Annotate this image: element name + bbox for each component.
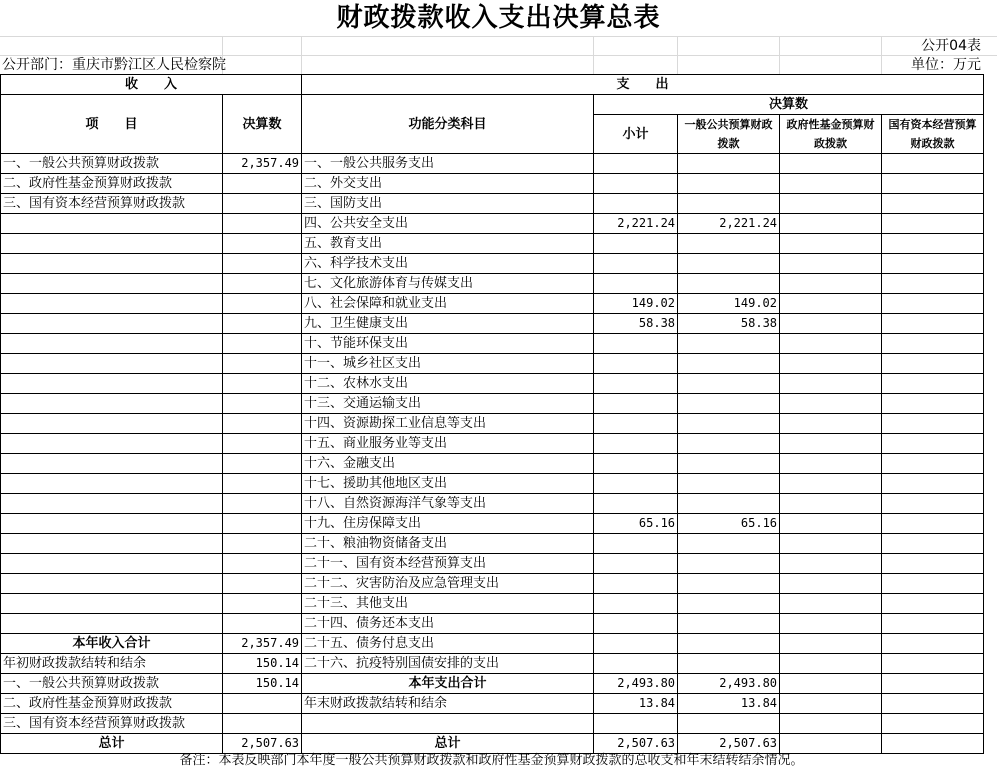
expense-gov-fund <box>780 274 882 294</box>
expense-gov-fund <box>780 494 882 514</box>
expense-item: 一、一般公共服务支出 <box>302 154 594 174</box>
expense-general-budget: 13.84 <box>678 694 780 714</box>
department-label: 公开部门：重庆市黔江区人民检察院 <box>2 57 226 73</box>
expense-subtotal <box>594 234 678 254</box>
expense-item <box>302 714 594 734</box>
expense-gov-fund <box>780 194 882 214</box>
expense-item: 五、教育支出 <box>302 234 594 254</box>
expense-state-capital <box>882 374 984 394</box>
income-amount: 150.14 <box>223 674 302 694</box>
expense-item: 十四、资源勘探工业信息等支出 <box>302 414 594 434</box>
income-item <box>1 474 223 494</box>
expense-subtotal <box>594 714 678 734</box>
expense-general-budget <box>678 194 780 214</box>
expense-state-capital <box>882 434 984 454</box>
expense-gov-fund <box>780 414 882 434</box>
income-item <box>1 294 223 314</box>
table-row <box>1 494 984 514</box>
income-amount <box>223 294 302 314</box>
income-amount <box>223 374 302 394</box>
expense-item: 二十二、灾害防治及应急管理支出 <box>302 574 594 594</box>
expense-gov-fund <box>780 154 882 174</box>
income-amount <box>223 614 302 634</box>
expense-item: 六、科学技术支出 <box>302 254 594 274</box>
expense-state-capital <box>882 194 984 214</box>
expense-state-capital <box>882 354 984 374</box>
expense-gov-fund <box>780 554 882 574</box>
expense-item: 二十四、债务还本支出 <box>302 614 594 634</box>
table-row <box>1 734 984 754</box>
income-amount <box>223 594 302 614</box>
table-row <box>1 514 984 534</box>
income-item <box>1 454 223 474</box>
expense-state-capital <box>882 254 984 274</box>
expense-gov-fund <box>780 314 882 334</box>
expense-gov-fund <box>780 394 882 414</box>
table-row <box>1 654 984 674</box>
expense-item: 三、国防支出 <box>302 194 594 214</box>
income-amount <box>223 554 302 574</box>
expense-item: 十八、自然资源海洋气象等支出 <box>302 494 594 514</box>
expense-subtotal <box>594 154 678 174</box>
expense-general-budget <box>678 174 780 194</box>
expense-state-capital <box>882 234 984 254</box>
income-item: 一、一般公共预算财政拨款 <box>1 674 223 694</box>
income-amount <box>223 334 302 354</box>
expense-subtotal <box>594 474 678 494</box>
income-amount: 2,357.49 <box>223 154 302 174</box>
table-row <box>1 694 984 714</box>
income-item <box>1 534 223 554</box>
table-row <box>1 314 984 334</box>
expense-item: 二十一、国有资本经营预算支出 <box>302 554 594 574</box>
table-row <box>1 374 984 394</box>
income-amount <box>223 434 302 454</box>
table-row <box>1 414 984 434</box>
expense-subtotal <box>594 394 678 414</box>
expense-subtotal <box>594 174 678 194</box>
expense-item: 七、文化旅游体育与传媒支出 <box>302 274 594 294</box>
expense-state-capital <box>882 594 984 614</box>
expense-subtotal <box>594 454 678 474</box>
table-row <box>1 254 984 274</box>
expense-general-budget <box>678 654 780 674</box>
expense-general-budget <box>678 334 780 354</box>
final-amount-header: 决算数 <box>594 95 984 115</box>
table-row <box>1 354 984 374</box>
expense-gov-fund <box>780 474 882 494</box>
income-amount <box>223 414 302 434</box>
expense-state-capital <box>882 554 984 574</box>
amount-header: 决算数 <box>223 95 302 154</box>
income-item: 三、国有资本经营预算财政拨款 <box>1 714 223 734</box>
table-row <box>1 274 984 294</box>
expense-subtotal <box>594 614 678 634</box>
expense-item: 四、公共安全支出 <box>302 214 594 234</box>
expense-general-budget <box>678 594 780 614</box>
expense-subtotal <box>594 194 678 214</box>
expense-general-budget <box>678 554 780 574</box>
expense-subtotal: 2,507.63 <box>594 734 678 754</box>
table-row <box>1 574 984 594</box>
expense-gov-fund <box>780 634 882 654</box>
report-table <box>0 74 984 754</box>
income-item <box>1 274 223 294</box>
income-item <box>1 334 223 354</box>
expense-state-capital <box>882 574 984 594</box>
income-item: 一、一般公共预算财政拨款 <box>1 154 223 174</box>
expense-gov-fund <box>780 734 882 754</box>
income-item <box>1 614 223 634</box>
income-amount: 150.14 <box>223 654 302 674</box>
income-item <box>1 594 223 614</box>
expense-general-budget <box>678 274 780 294</box>
income-item <box>1 554 223 574</box>
expense-item: 二、外交支出 <box>302 174 594 194</box>
income-item: 二、政府性基金预算财政拨款 <box>1 694 223 714</box>
income-amount: 2,357.49 <box>223 634 302 654</box>
expense-state-capital <box>882 214 984 234</box>
expense-gov-fund <box>780 174 882 194</box>
expense-item: 二十六、抗疫特别国债安排的支出 <box>302 654 594 674</box>
expense-state-capital <box>882 334 984 354</box>
income-item: 总计 <box>1 734 223 754</box>
table-row <box>1 454 984 474</box>
expense-state-capital <box>882 654 984 674</box>
expense-general-budget <box>678 714 780 734</box>
expense-gov-fund <box>780 374 882 394</box>
expense-header: 支 出 <box>302 75 984 95</box>
expense-item: 本年支出合计 <box>302 674 594 694</box>
expense-general-budget: 149.02 <box>678 294 780 314</box>
expense-general-budget <box>678 634 780 654</box>
expense-general-budget <box>678 374 780 394</box>
expense-subtotal <box>594 254 678 274</box>
income-item <box>1 434 223 454</box>
income-amount <box>223 494 302 514</box>
income-amount <box>223 254 302 274</box>
income-amount <box>223 714 302 734</box>
income-item <box>1 394 223 414</box>
unit-label: 单位：万元 <box>911 57 981 73</box>
expense-subtotal <box>594 274 678 294</box>
expense-subtotal: 13.84 <box>594 694 678 714</box>
expense-general-budget <box>678 614 780 634</box>
expense-state-capital <box>882 514 984 534</box>
expense-subtotal: 149.02 <box>594 294 678 314</box>
expense-gov-fund <box>780 334 882 354</box>
expense-subtotal <box>594 634 678 654</box>
expense-gov-fund <box>780 454 882 474</box>
income-item <box>1 254 223 274</box>
func-subject-header: 功能分类科目 <box>302 95 594 154</box>
expense-subtotal: 58.38 <box>594 314 678 334</box>
form-number: 公开04表 <box>921 38 981 54</box>
table-row <box>1 294 984 314</box>
table-row <box>1 714 984 734</box>
report-title: 财政拨款收入支出决算总表 <box>336 3 661 33</box>
expense-general-budget <box>678 414 780 434</box>
income-item <box>1 574 223 594</box>
income-item <box>1 354 223 374</box>
table-row <box>1 534 984 554</box>
footnote: 备注：本表反映部门本年度一般公共预算财政拨款和政府性基金预算财政拨款的总收支和年末结转结余情况。 <box>179 753 804 768</box>
expense-general-budget <box>678 394 780 414</box>
table-row <box>1 214 984 234</box>
state-capital-header: 国有资本经营预算财政拨款 <box>882 115 984 154</box>
income-amount <box>223 174 302 194</box>
expense-general-budget <box>678 454 780 474</box>
income-item <box>1 234 223 254</box>
income-amount <box>223 514 302 534</box>
expense-general-budget: 2,507.63 <box>678 734 780 754</box>
expense-gov-fund <box>780 614 882 634</box>
expense-subtotal <box>594 434 678 454</box>
income-header: 收 入 <box>1 75 302 95</box>
expense-item: 十五、商业服务业等支出 <box>302 434 594 454</box>
expense-subtotal <box>594 354 678 374</box>
subtotal-header: 小计 <box>594 115 678 154</box>
expense-state-capital <box>882 494 984 514</box>
expense-item: 年末财政拨款结转和结余 <box>302 694 594 714</box>
expense-item: 十七、援助其他地区支出 <box>302 474 594 494</box>
expense-subtotal <box>594 574 678 594</box>
income-amount: 2,507.63 <box>223 734 302 754</box>
income-amount <box>223 214 302 234</box>
table-row <box>1 594 984 614</box>
expense-general-budget <box>678 234 780 254</box>
income-amount <box>223 354 302 374</box>
table-row <box>1 674 984 694</box>
expense-gov-fund <box>780 574 882 594</box>
income-amount <box>223 534 302 554</box>
income-item <box>1 214 223 234</box>
income-amount <box>223 274 302 294</box>
expense-general-budget <box>678 434 780 454</box>
income-item <box>1 314 223 334</box>
expense-item: 九、卫生健康支出 <box>302 314 594 334</box>
expense-general-budget: 58.38 <box>678 314 780 334</box>
expense-item: 八、社会保障和就业支出 <box>302 294 594 314</box>
expense-gov-fund <box>780 654 882 674</box>
expense-state-capital <box>882 674 984 694</box>
income-amount <box>223 194 302 214</box>
expense-gov-fund <box>780 594 882 614</box>
expense-gov-fund <box>780 254 882 274</box>
expense-item: 二十、粮油物资储备支出 <box>302 534 594 554</box>
expense-gov-fund <box>780 354 882 374</box>
table-row <box>1 634 984 654</box>
expense-general-budget: 2,493.80 <box>678 674 780 694</box>
expense-item: 十九、住房保障支出 <box>302 514 594 534</box>
income-item: 三、国有资本经营预算财政拨款 <box>1 194 223 214</box>
expense-state-capital <box>882 614 984 634</box>
table-row <box>1 474 984 494</box>
expense-gov-fund <box>780 534 882 554</box>
expense-item: 二十五、债务付息支出 <box>302 634 594 654</box>
expense-subtotal <box>594 534 678 554</box>
income-item <box>1 374 223 394</box>
item-header: 项 目 <box>1 95 223 154</box>
expense-subtotal <box>594 374 678 394</box>
expense-state-capital <box>882 274 984 294</box>
expense-gov-fund <box>780 434 882 454</box>
expense-general-budget <box>678 154 780 174</box>
income-amount <box>223 574 302 594</box>
expense-state-capital <box>882 534 984 554</box>
expense-state-capital <box>882 734 984 754</box>
expense-general-budget <box>678 354 780 374</box>
table-row <box>1 334 984 354</box>
expense-subtotal <box>594 654 678 674</box>
expense-subtotal: 2,493.80 <box>594 674 678 694</box>
income-amount <box>223 694 302 714</box>
table-row <box>1 174 984 194</box>
expense-general-budget <box>678 254 780 274</box>
expense-state-capital <box>882 394 984 414</box>
expense-state-capital <box>882 634 984 654</box>
expense-state-capital <box>882 714 984 734</box>
income-item <box>1 514 223 534</box>
table-row <box>1 154 984 174</box>
income-item <box>1 414 223 434</box>
expense-gov-fund <box>780 674 882 694</box>
table-row <box>1 614 984 634</box>
expense-item: 十、节能环保支出 <box>302 334 594 354</box>
expense-state-capital <box>882 314 984 334</box>
income-item <box>1 494 223 514</box>
general-budget-header: 一般公共预算财政拨款 <box>678 115 780 154</box>
expense-gov-fund <box>780 714 882 734</box>
expense-item: 十二、农林水支出 <box>302 374 594 394</box>
expense-gov-fund <box>780 514 882 534</box>
expense-state-capital <box>882 174 984 194</box>
expense-general-budget <box>678 534 780 554</box>
expense-gov-fund <box>780 694 882 714</box>
table-row <box>1 434 984 454</box>
expense-item: 十三、交通运输支出 <box>302 394 594 414</box>
expense-item: 二十三、其他支出 <box>302 594 594 614</box>
expense-gov-fund <box>780 234 882 254</box>
income-item: 本年收入合计 <box>1 634 223 654</box>
income-amount <box>223 474 302 494</box>
expense-general-budget <box>678 494 780 514</box>
income-amount <box>223 314 302 334</box>
expense-state-capital <box>882 294 984 314</box>
expense-state-capital <box>882 454 984 474</box>
expense-subtotal <box>594 334 678 354</box>
expense-gov-fund <box>780 214 882 234</box>
expense-subtotal: 65.16 <box>594 514 678 534</box>
expense-general-budget: 65.16 <box>678 514 780 534</box>
expense-subtotal <box>594 414 678 434</box>
expense-item: 十六、金融支出 <box>302 454 594 474</box>
expense-item: 十一、城乡社区支出 <box>302 354 594 374</box>
income-amount <box>223 454 302 474</box>
expense-item: 总计 <box>302 734 594 754</box>
expense-subtotal <box>594 554 678 574</box>
expense-state-capital <box>882 414 984 434</box>
expense-gov-fund <box>780 294 882 314</box>
expense-subtotal <box>594 594 678 614</box>
expense-subtotal: 2,221.24 <box>594 214 678 234</box>
expense-general-budget <box>678 574 780 594</box>
expense-state-capital <box>882 154 984 174</box>
expense-subtotal <box>594 494 678 514</box>
table-row <box>1 394 984 414</box>
expense-general-budget: 2,221.24 <box>678 214 780 234</box>
income-amount <box>223 394 302 414</box>
income-item: 年初财政拨款结转和结余 <box>1 654 223 674</box>
expense-general-budget <box>678 474 780 494</box>
table-row <box>1 194 984 214</box>
table-row <box>1 554 984 574</box>
table-row <box>1 234 984 254</box>
income-item: 二、政府性基金预算财政拨款 <box>1 174 223 194</box>
income-amount <box>223 234 302 254</box>
expense-state-capital <box>882 474 984 494</box>
expense-state-capital <box>882 694 984 714</box>
gov-fund-header: 政府性基金预算财政拨款 <box>780 115 882 154</box>
